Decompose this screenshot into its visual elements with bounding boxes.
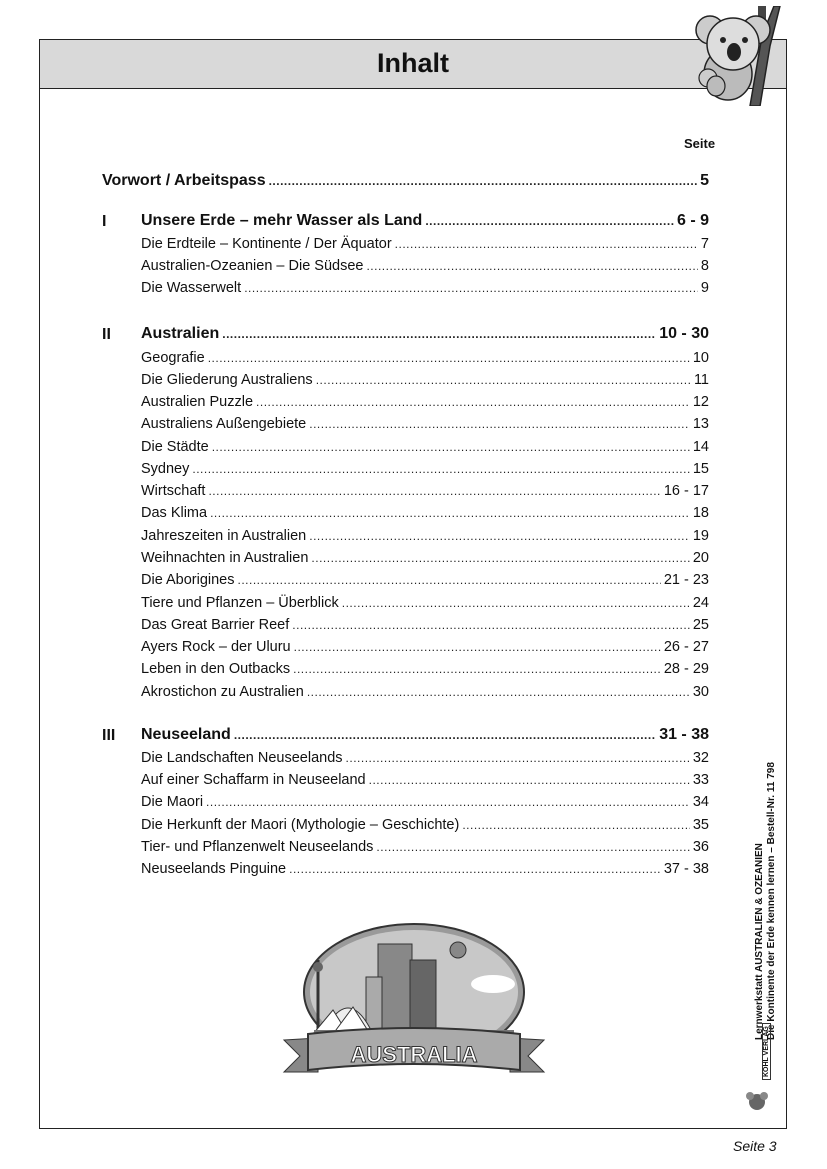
toc-page: 33 [692,772,709,788]
australia-illustration [278,922,550,1087]
toc-label: Leben in den Outbacks [141,661,291,677]
toc-label: Die Herkunft der Maori (Mythologie – Geschichte) [141,817,460,833]
toc-item[interactable] [141,279,709,297]
leader-dots [234,726,656,744]
toc-label: Auf einer Schaffarm in Neuseeland [141,772,366,788]
toc-page: 10 [692,350,709,366]
section-number: I [102,213,107,230]
toc-page: 6 - 9 [676,212,709,229]
toc-item[interactable] [141,838,709,856]
toc-page: 9 [700,280,709,296]
title-bar [40,40,786,89]
leader-dots [395,235,698,253]
toc-item[interactable] [141,683,709,701]
toc-page: 5 [700,172,709,189]
leader-dots [346,749,690,767]
toc-page: 25 [692,617,709,633]
toc-page: 8 [700,258,709,274]
toc-page: 31 - 38 [659,726,709,743]
toc-item[interactable] [141,816,709,834]
toc-label: Wirtschaft [141,483,206,499]
section-number: II [102,326,111,343]
toc-label: Australien [141,325,220,342]
leader-dots [208,482,660,500]
leader-dots [256,393,690,411]
toc-label: Sydney [141,461,190,477]
leader-dots [293,660,661,678]
toc-item[interactable] [141,257,709,275]
toc-page: 26 - 27 [663,639,709,655]
leader-dots [289,860,661,878]
toc-label: Die Erdteile – Kontinente / Der Äquator [141,236,392,252]
toc-item[interactable] [141,415,709,433]
page-number-footer: Seite 3 [733,1138,777,1154]
toc-page: 20 [692,550,709,566]
toc-label: Die Landschaften Neuseelands [141,750,343,766]
toc-item[interactable] [141,660,709,678]
toc-page: 10 - 30 [659,325,709,342]
toc-label: Weihnachten in Australien [141,550,309,566]
toc-label: Akrostichon zu Australien [141,684,304,700]
toc-label: Das Great Barrier Reef [141,617,290,633]
toc-page: 34 [692,794,709,810]
page-title: Inhalt [377,48,449,78]
toc-item[interactable] [141,594,709,612]
toc-item[interactable] [141,638,709,656]
leader-dots [425,212,674,230]
toc-page: 21 - 23 [663,572,709,588]
toc-label: Die Städte [141,439,209,455]
toc-intro[interactable] [102,172,709,190]
leader-dots [206,793,690,811]
leader-dots [369,771,690,789]
toc-page: 11 [693,372,709,388]
toc-label: Australien-Ozeanien – Die Südsee [141,258,364,274]
toc-page: 32 [692,750,709,766]
toc-page: 28 - 29 [663,661,709,677]
toc-label: Tier- und Pflanzenwelt Neuseelands [141,839,374,855]
toc-item[interactable] [141,504,709,522]
toc-item[interactable] [141,438,709,456]
toc-item[interactable] [141,616,709,634]
toc-label: Die Wasserwelt [141,280,242,296]
leader-dots [269,172,698,190]
toc-item[interactable] [141,549,709,567]
leader-dots [244,279,698,297]
leader-dots [366,257,697,275]
toc-page: 7 [700,236,709,252]
leader-dots [208,349,690,367]
toc-section[interactable] [141,212,709,230]
toc-page: 16 - 17 [663,483,709,499]
toc-label: Das Klima [141,505,208,521]
leader-dots [462,816,690,834]
toc-section[interactable] [141,325,709,343]
leader-dots [292,616,690,634]
leader-dots [307,683,690,701]
toc-item[interactable] [141,393,709,411]
toc-label: Geografie [141,350,205,366]
leader-dots [222,325,656,343]
toc-item[interactable] [141,460,709,478]
toc-label: Neuseelands Pinguine [141,861,287,877]
banner-text: AUSTRALIA [350,1042,478,1067]
toc-label: Die Maori [141,794,204,810]
toc-page: 12 [692,394,709,410]
leader-dots [294,638,661,656]
toc-page: 30 [692,684,709,700]
toc-page: 37 - 38 [663,861,709,877]
toc-item[interactable] [141,771,709,789]
toc-page: 36 [692,839,709,855]
toc-label: Die Aborigines [141,572,235,588]
toc-page: 24 [692,595,709,611]
section-number: III [102,727,116,744]
toc-item[interactable] [141,235,709,253]
toc-page: 18 [692,505,709,521]
toc-page: 14 [692,439,709,455]
toc-label: Australiens Außengebiete [141,416,307,432]
koala-icon [690,6,786,106]
toc-item[interactable] [141,527,709,545]
leader-dots [212,438,690,456]
leader-dots [376,838,689,856]
leader-dots [309,415,690,433]
toc-item[interactable] [141,793,709,811]
toc-page: 13 [692,416,709,432]
toc-label: Tiere und Pflanzen – Überblick [141,595,339,611]
publisher-sidebar [748,750,788,1120]
toc-label: Jahreszeiten in Australien [141,528,307,544]
sidebar-line2: Die Kontinente der Erde kennen lernen – Bestell-Nr. 11 798 [766,762,777,1040]
toc-label: Die Gliederung Australiens [141,372,313,388]
toc-item[interactable] [141,371,709,389]
toc-item[interactable] [141,571,709,589]
toc-item[interactable] [141,860,709,878]
toc-item[interactable] [141,349,709,367]
leader-dots [192,460,689,478]
toc-page: 19 [692,528,709,544]
toc-label: Unsere Erde – mehr Wasser als Land [141,212,423,229]
leader-dots [210,504,690,522]
toc-label: Ayers Rock – der Uluru [141,639,291,655]
leader-dots [238,571,661,589]
toc-label: Australien Puzzle [141,394,254,410]
publisher-logo: KOHL VERLAG [762,1023,771,1080]
toc-label: Neuseeland [141,726,231,743]
seite-column-header: Seite [684,136,716,151]
leader-dots [311,549,689,567]
toc-item[interactable] [141,482,709,500]
toc-page: 15 [692,461,709,477]
toc-page: 35 [692,817,709,833]
leader-dots [342,594,690,612]
toc-label: Vorwort / Arbeitspass [102,172,266,189]
koala-logo-icon [746,1090,768,1114]
leader-dots [316,371,691,389]
leader-dots [309,527,690,545]
toc-item[interactable] [141,749,709,767]
sidebar-line1: Lernwerkstatt AUSTRALIEN & OZEANIEN [754,843,765,1040]
toc-section[interactable] [141,726,709,744]
